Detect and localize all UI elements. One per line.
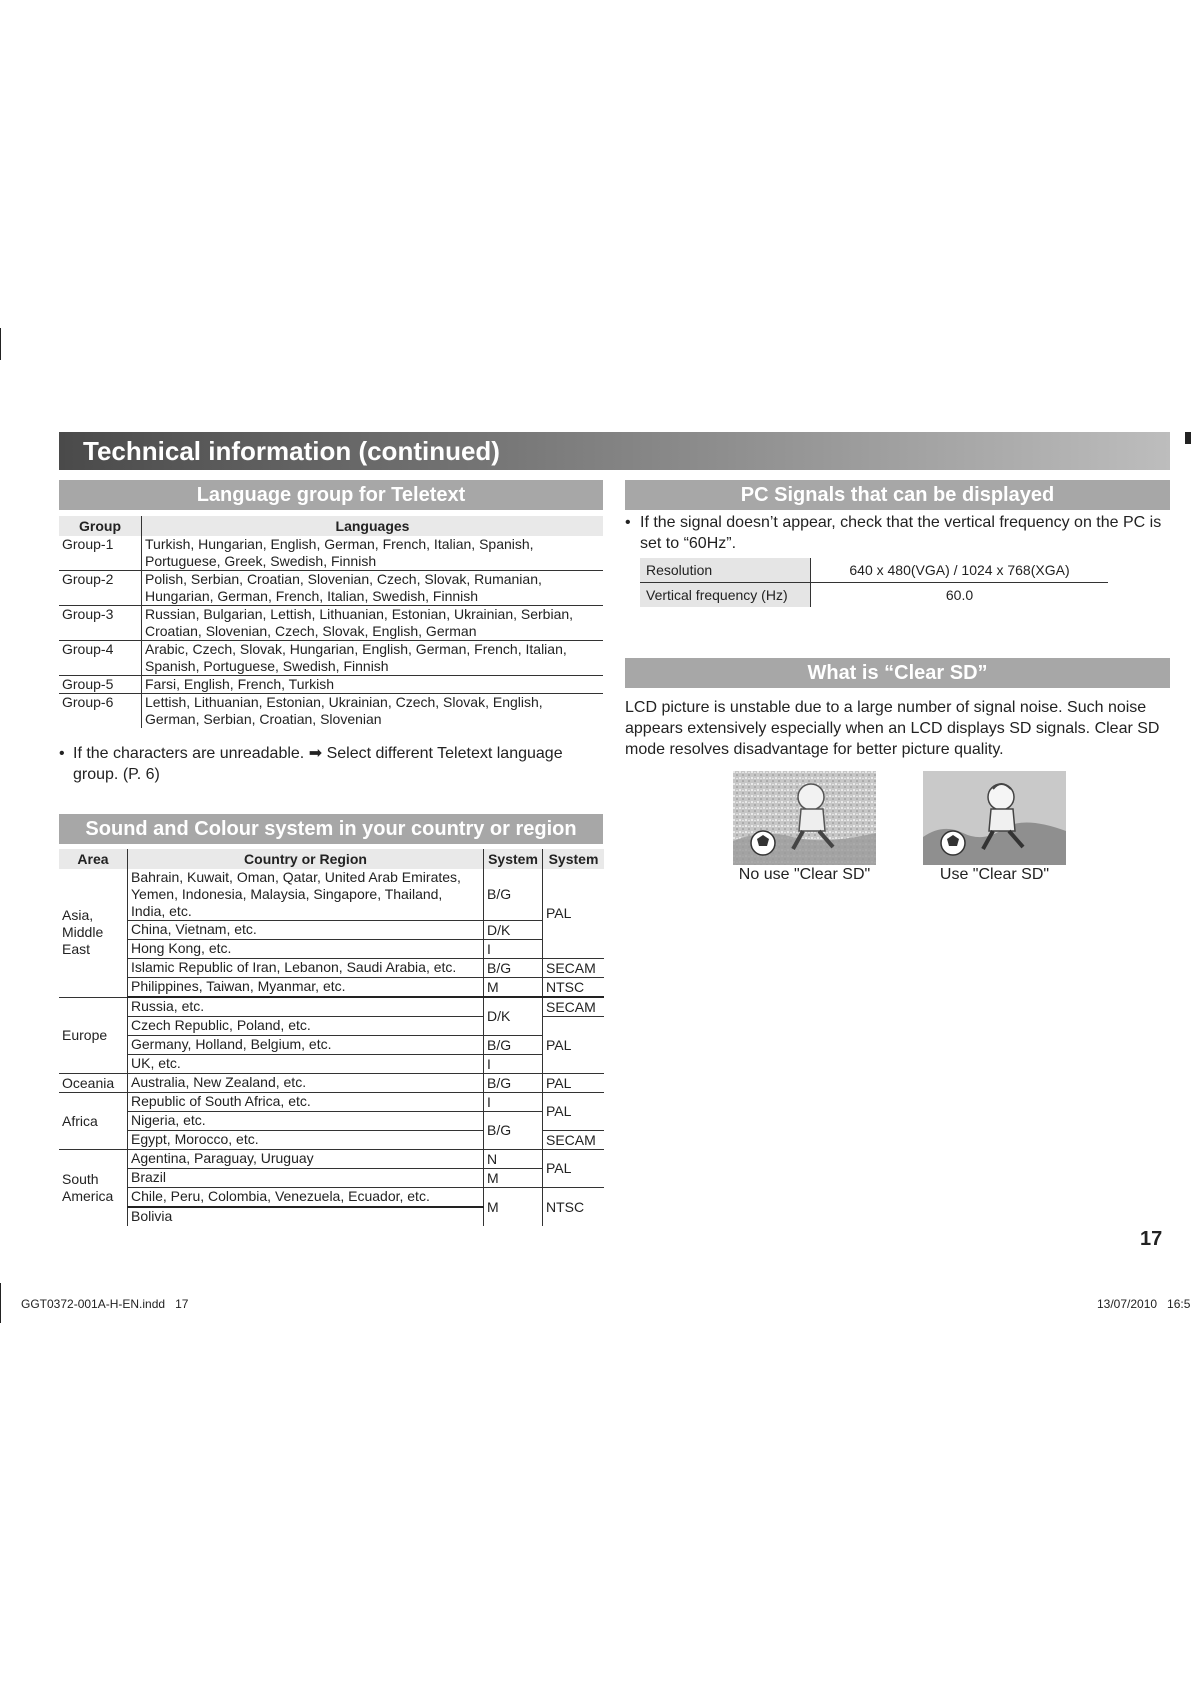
table-row: Czech Republic, Poland, etc. PAL xyxy=(59,1017,604,1036)
area-africa: Africa xyxy=(59,1093,128,1150)
table-row: Vertical frequency (Hz) 60.0 xyxy=(640,583,1108,608)
clearsd-heading: What is “Clear SD” xyxy=(625,658,1170,688)
footer-file: GGT0372-001A-H-EN.indd 17 xyxy=(21,1297,189,1311)
table-row: Brazil M xyxy=(59,1169,604,1188)
col-system2: System xyxy=(543,849,605,869)
table-row: Asia, Middle East Bahrain, Kuwait, Oman, Qatar, United Arab Emirates, Yemen, Indonesia, Malaysia, Singapore, Thailand, India, etc. B/G PAL xyxy=(59,869,604,921)
table-row: Europe Russia, etc. D/K SECAM xyxy=(59,997,604,1017)
clear-picture-image xyxy=(923,771,1066,865)
pc-heading: PC Signals that can be displayed xyxy=(625,480,1170,510)
pc-note: • If the signal doesn’t appear, check that the vertical frequency on the PC is set to “60Hz”. xyxy=(625,514,1162,552)
table-row: Group-6 Lettish, Lithuanian, Estonian, Ukrainian, Czech, Slovak, English, German, Serbian, Croatian, Slovenian xyxy=(59,694,603,729)
page-title: Technical information (continued) xyxy=(59,432,1170,470)
table-row: Group-3 Russian, Bulgarian, Lettish, Lithuanian, Estonian, Ukrainian, Serbian, Croatian, Slovenian, Czech, Slovak, English, German xyxy=(59,606,603,641)
area-south-america: South America xyxy=(62,1171,114,1204)
table-row: China, Vietnam, etc. D/K xyxy=(59,921,604,940)
table-row: Egypt, Morocco, etc. SECAM xyxy=(59,1131,604,1150)
area-asia: Asia, Middle East xyxy=(59,869,128,997)
teletext-table xyxy=(59,516,603,728)
col-group: Group xyxy=(59,516,142,536)
table-row: Resolution 640 x 480(VGA) / 1024 x 768(XGA) xyxy=(640,558,1108,583)
table-row: Germany, Holland, Belgium, etc. B/G xyxy=(59,1036,604,1055)
col-system1: System xyxy=(484,849,543,869)
table-row: Africa Republic of South Africa, etc. I PAL xyxy=(59,1093,604,1112)
table-row: Bolivia xyxy=(59,1207,604,1226)
table-row: Hong Kong, etc. I xyxy=(59,940,604,959)
col-area: Area xyxy=(59,849,128,869)
table-row: UK, etc. I xyxy=(59,1055,604,1074)
noisy-picture-image xyxy=(733,771,876,865)
teletext-heading: Language group for Teletext xyxy=(59,480,603,510)
caption-no-clearsd: No use "Clear SD" xyxy=(738,866,871,883)
pc-signal-table xyxy=(640,558,1108,607)
arrow-right-icon: ➡ xyxy=(308,745,323,762)
clearsd-body: LCD picture is unstable due to a large number of signal noise. Such noise appears extensively especially when an LCD displays SD signals. Clear SD mode resolves disadvantage for better picture quality. xyxy=(625,699,1160,758)
table-row: Philippines, Taiwan, Myanmar, etc. M NTSC xyxy=(59,978,604,998)
table-row: Group-2 Polish, Serbian, Croatian, Slovenian, Czech, Slovak, Rumanian, Hungarian, German, French, Italian, Swedish, Finnish xyxy=(59,571,603,606)
table-row: Group-4 Arabic, Czech, Slovak, Hungarian, English, German, French, Italian, Spanish, Portuguese, Swedish, Finnish xyxy=(59,641,603,676)
table-row: Nigeria, etc. B/G xyxy=(59,1112,604,1131)
teletext-note: • If the characters are unreadable. ➡ Select different Teletext language group. (P. 6) xyxy=(59,745,563,783)
crop-mark xyxy=(0,328,1,360)
area-europe: Europe xyxy=(59,997,128,1074)
caption-use-clearsd: Use "Clear SD" xyxy=(939,866,1050,883)
sound-heading: Sound and Colour system in your country or region xyxy=(59,814,603,844)
col-country: Country or Region xyxy=(128,849,484,869)
crop-mark xyxy=(1185,432,1191,444)
table-row: Oceania Australia, New Zealand, etc. B/G PAL xyxy=(59,1074,604,1093)
table-row: Islamic Republic of Iran, Lebanon, Saudi Arabia, etc. B/G SECAM xyxy=(59,959,604,978)
page-number: 17 xyxy=(1140,1228,1163,1250)
crop-mark xyxy=(0,1283,1,1323)
col-languages: Languages xyxy=(142,516,604,536)
table-row: South America Agentina, Paraguay, Uruguay N PAL xyxy=(59,1150,604,1169)
table-row: Group-1 Turkish, Hungarian, English, German, French, Italian, Spanish, Portuguese, Greek, Swedish, Finnish xyxy=(59,536,603,571)
area-oceania: Oceania xyxy=(59,1074,128,1093)
footer-date: 13/07/2010 16:5 xyxy=(1097,1297,1191,1311)
table-row: Chile, Peru, Colombia, Venezuela, Ecuador, etc. M NTSC xyxy=(59,1188,604,1208)
sound-table xyxy=(59,849,604,1226)
table-row: Group-5 Farsi, English, French, Turkish xyxy=(59,676,603,694)
